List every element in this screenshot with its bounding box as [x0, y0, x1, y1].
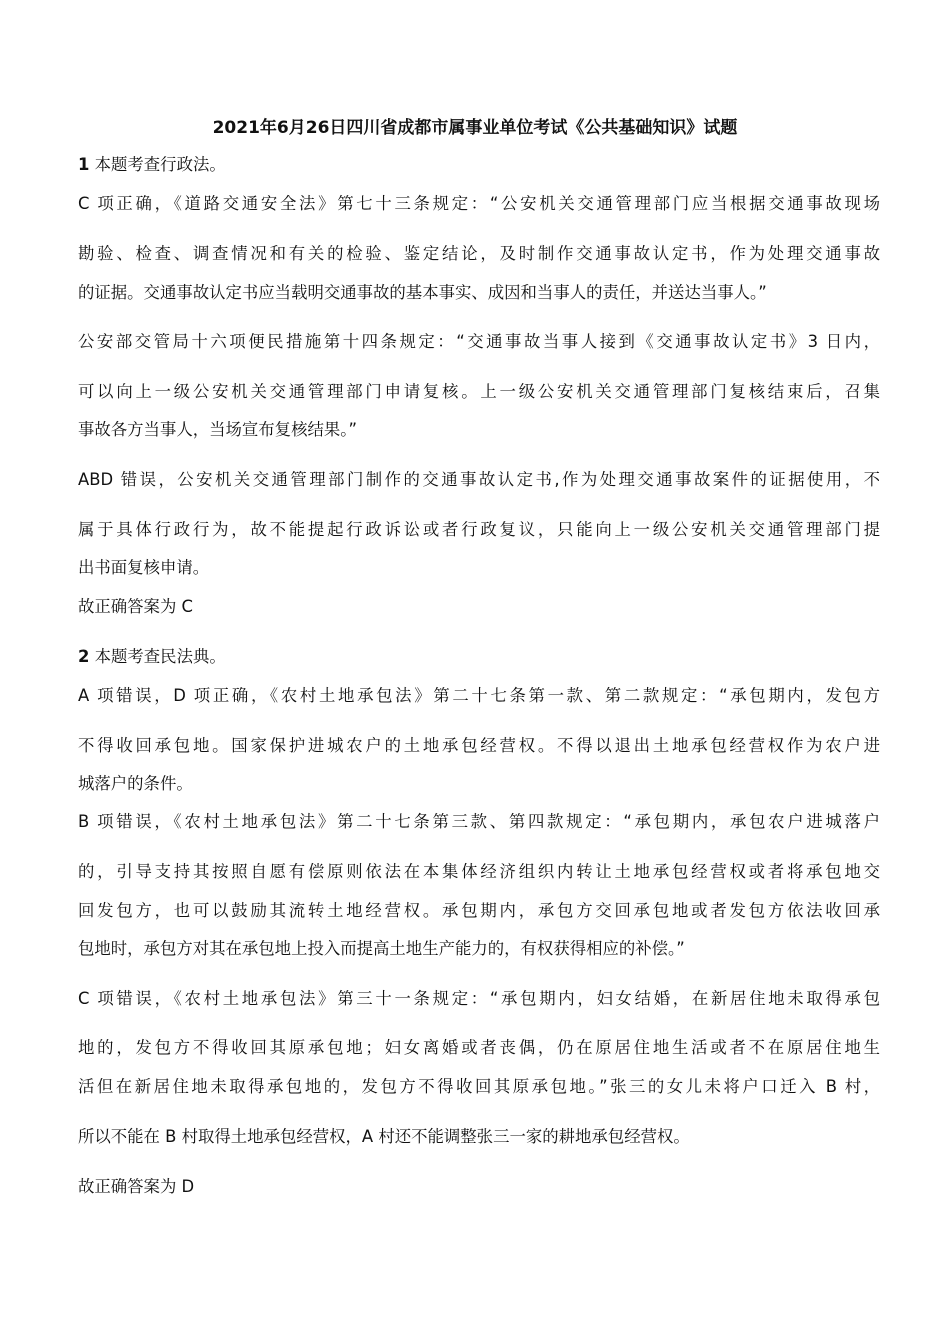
q2-ad-line-2: 不得收回承包地。国家保护进城农户的土地承包经营权。不得以退出土地承包经营权作为农户进	[78, 736, 880, 755]
q2-ad-line-3: 城落户的条件。	[78, 774, 193, 793]
q2-c-line-1: C 项错误，《农村土地承包法》第三十一条规定：“承包期内，妇女结婚，在新居住地未取得承包	[78, 989, 880, 1008]
document-title: 2021年6月26日四川省成都市属事业单位考试《公共基础知识》试题	[212, 118, 738, 138]
q1-abd-line-3: 出书面复核申请。	[78, 558, 210, 577]
q1-ministry-line-1: 公安部交管局十六项便民措施第十四条规定：“交通事故当事人接到《交通事故认定书》3 日内，	[78, 332, 880, 351]
q2-number: 2	[78, 647, 90, 666]
q2-b-line-1: B 项错误，《农村土地承包法》第二十七条第三款、第四款规定：“承包期内，承包农户进城落户	[78, 812, 880, 831]
q2-ad-line-1: A 项错误，D 项正确，《农村土地承包法》第二十七条第一款、第二款规定：“承包期内，发包方	[78, 686, 880, 705]
q2-heading	[78, 645, 880, 669]
q1-c-line-1: C 项正确，《道路交通安全法》第七十三条规定：“公安机关交通管理部门应当根据交通事故现场	[78, 194, 880, 213]
q1-c-line-3: 的证据。交通事故认定书应当载明交通事故的基本事实、成因和当事人的责任，并送达当事人。”	[78, 283, 767, 302]
q2-b-line-2: 的，引导支持其按照自愿有偿原则依法在本集体经济组织内转让土地承包经营权或者将承包地交	[78, 862, 880, 881]
q2-topic: 本题考查民法典。	[94, 647, 226, 666]
q1-ministry-line-2: 可以向上一级公安机关交通管理部门申请复核。上一级公安机关交通管理部门复核结束后，召集	[78, 382, 880, 401]
q2-c-line-2: 地的，发包方不得收回其原承包地；妇女离婚或者丧偶，仍在原居住地生活或者不在原居住地生	[78, 1038, 880, 1057]
q2-b-line-4: 包地时，承包方对其在承包地上投入而提高土地生产能力的，有权获得相应的补偿。”	[78, 939, 685, 958]
q1-c-line-2: 勘验、检查、调查情况和有关的检验、鉴定结论，及时制作交通事故认定书，作为处理交通事故	[78, 244, 880, 263]
q2-answer: 故正确答案为 D	[78, 1177, 195, 1196]
q1-answer: 故正确答案为 C	[78, 597, 193, 616]
q2-c-line-3: 活但在新居住地未取得承包地的，发包方不得收回其原承包地。”张三的女儿未将户口迁入 B 村，	[78, 1077, 880, 1096]
q1-abd-line-1: ABD 错误，公安机关交通管理部门制作的交通事故认定书,作为处理交通事故案件的证据使用，不	[78, 470, 880, 489]
q2-b-line-3: 回发包方，也可以鼓励其流转土地经营权。承包期内，承包方交回承包地或者发包方依法收回承	[78, 901, 880, 920]
q1-ministry-line-3: 事故各方当事人，当场宣布复核结果。”	[78, 420, 357, 439]
q2-c-line-4: 所以不能在 B 村取得土地承包经营权，A 村还不能调整张三一家的耕地承包经营权。	[78, 1127, 690, 1146]
q1-topic: 本题考查行政法。	[94, 155, 226, 174]
q1-abd-line-2: 属于具体行政行为，故不能提起行政诉讼或者行政复议，只能向上一级公安机关交通管理部门提	[78, 520, 880, 539]
q1-heading	[78, 153, 880, 177]
q1-number: 1	[78, 155, 90, 174]
